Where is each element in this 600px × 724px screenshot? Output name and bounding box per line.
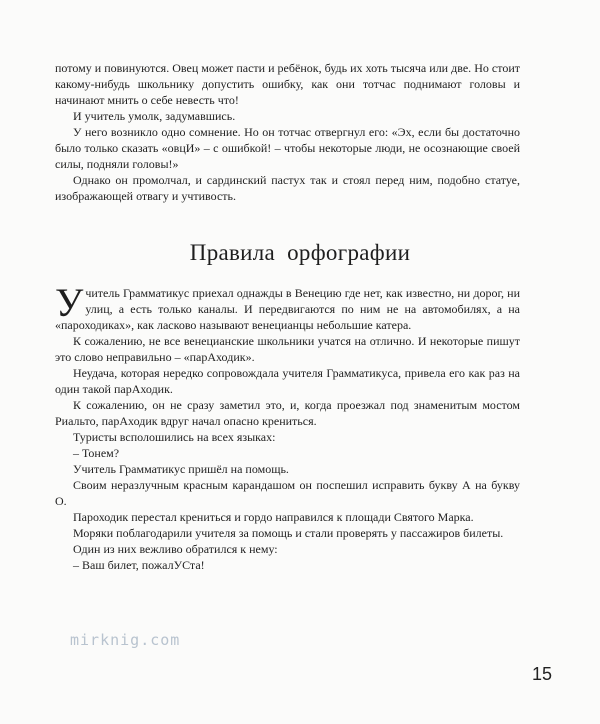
top-paragraph-2: У него возникло одно сомнение. Но он тотчас отвергнул его: «Эх, если бы достаточно было только сказать «овцИ» – с ошибкой! – чтобы некоторые люди, не осознающие своей силы, подняли головы!» [55, 125, 520, 171]
first-paragraph-text: читель Грамматикус приехал однажды в Венецию где нет, как известно, ни дорог, ни улиц, а есть только каналы. И передвигаются по ним не на автомобилях, а на «пароходиках», как ласково называют венецианцы небольшие катера. [55, 286, 520, 332]
chapter-title: Правила орфографии [189, 240, 411, 265]
body-paragraph-9: Один из них вежливо обратился к нему: [73, 542, 278, 556]
body-paragraph-7: Пароходик перестал крениться и гордо направился к площади Святого Марка. [73, 510, 474, 524]
chapter-body [55, 280, 520, 573]
body-paragraph-3: Туристы всполошились на всех языках: [73, 430, 276, 444]
top-text-block [55, 60, 520, 204]
top-paragraph-1: И учитель умолк, задумавшись. [73, 109, 236, 123]
top-paragraph-0: потому и повинуются. Овец может пасти и ребёнок, будь их хоть тысяча или две. Но стоит какому-нибудь школьнику допустить ошибку, как они тотчас поднимают головы и начинают мнить о себе невесть что! [55, 61, 520, 107]
page-number: 15 [532, 664, 553, 684]
drop-cap: У [55, 280, 84, 325]
body-paragraph-10: – Ваш билет, пожалУСта! [73, 558, 205, 572]
body-paragraph-0: К сожалению, не все венецианские школьники учатся на отлично. И некоторые пишут это слово неправильно – «парАходик». [55, 334, 520, 364]
body-paragraph-8: Моряки поблагодарили учителя за помощь и стали проверять у пассажиров билеты. [73, 526, 504, 540]
first-paragraph [55, 280, 520, 333]
body-paragraph-5: Учитель Грамматикус пришёл на помощь. [73, 462, 289, 476]
watermark: mirknig.com [70, 631, 181, 649]
top-paragraph-3: Однако он промолчал, и сардинский пастух так и стоял перед ним, подобно статуе, изображающей отвагу и учтивость. [55, 173, 520, 203]
body-paragraph-4: – Тонем? [73, 446, 120, 460]
body-paragraph-6: Своим неразлучным красным карандашом он поспешил исправить букву А на букву О. [55, 478, 520, 508]
body-paragraph-2: К сожалению, он не сразу заметил это, и, когда проезжал под знаменитым мостом Риальто, парАходик вдруг начал опасно крениться. [55, 398, 520, 428]
body-paragraph-1: Неудача, которая нередко сопровождала учителя Грамматикуса, привела его как раз на один такой парАходик. [55, 366, 520, 396]
